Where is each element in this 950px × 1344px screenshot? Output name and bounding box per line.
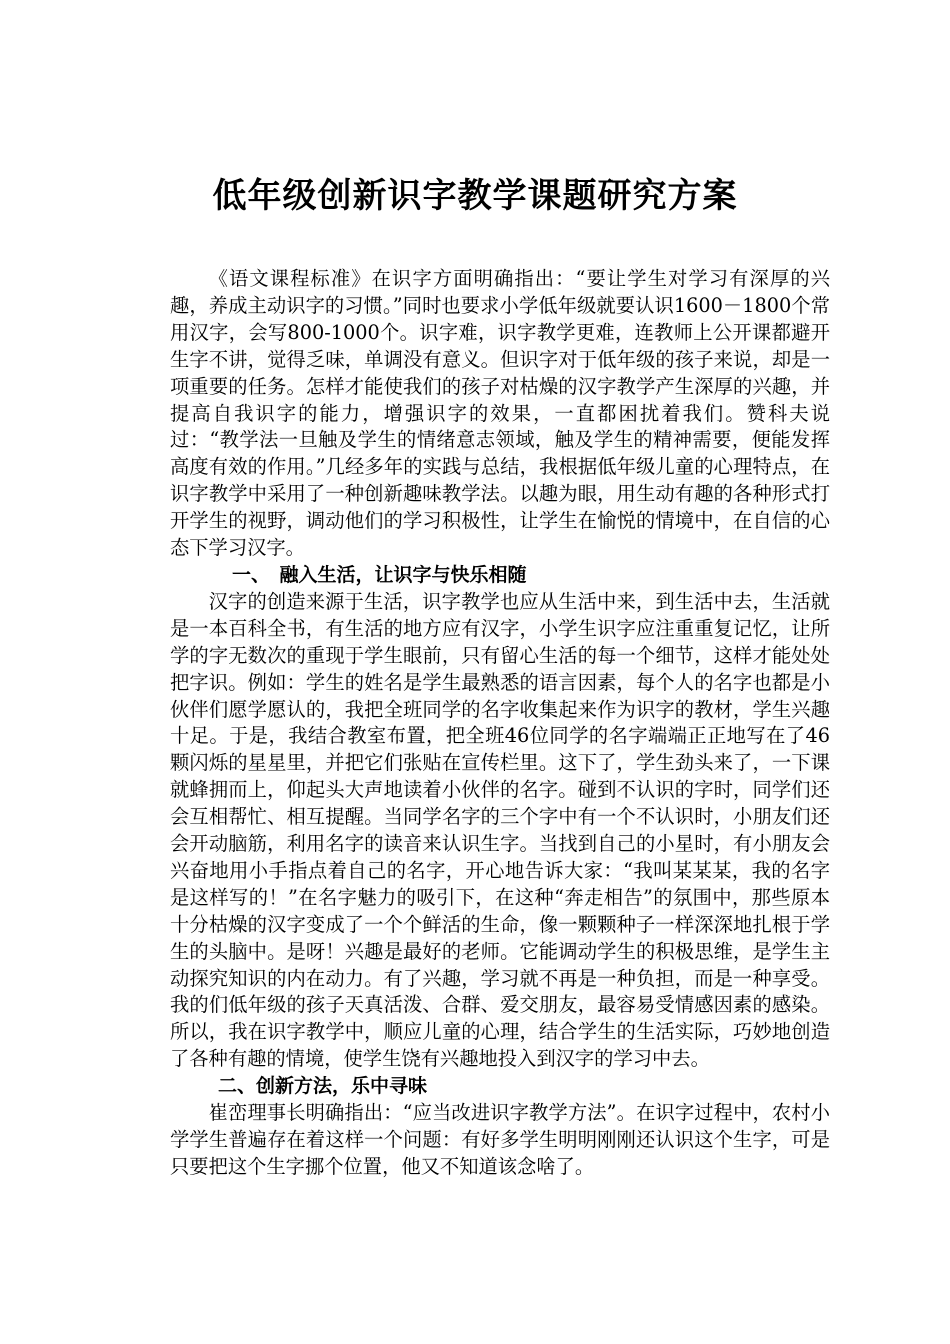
section-2-heading: 二、创新方法，乐中寻味 (218, 1075, 428, 1098)
section-1-paragraph: 汉字的创造来源于生活，识字教学也应从生活中来，到生活中去，生活就是一本百科全书，有生活的地方应有汉字，小学生识字应注重重复记忆，让所学的字无数次的重现于学生眼前，只有留心生活的每一个细节，这样才能处处把字识。例如：学生的姓名是学生最熟悉的语言因素，每个人的名字也都是小伙伴们愿学愿认的，我把全班同学的名字收集起来作为识字的教材，学生兴趣十足。于是，我结合教室布置，把全班46位同学的名字端端正正地写在了46颗闪烁的星星里，并把它们张贴在宣传栏里。这下了，学生劲头来了，一下课就蜂拥而上，仰起头大声地读着小伙伴的名字。碰到不认识的字时，同学们还会互相帮忙、相互提醒。当同学名字的三个字中有一个不认识时，小朋友们还会开动脑筋，利用名字的读音来认识生字。当找到自己的小星时，有小朋友会兴奋地用小手指点着自己的名字，开心地告诉大家：“我叫某某某，我的名字是这样写的！”在名字魅力的吸引下，在这种“奔走相告”的氛围中，那些原本十分枯燥的汉字变成了一个个鲜活的生命，像一颗颗种子一样深深地扎根于学生的头脑中。是呀！兴趣是最好的老师。它能调动学生的积极思维，是学生主动探究知识的内在动力。有了兴趣，学习就不再是一种负担，而是一种享受。我的们低年级的孩子天真活泼、合群、爱交朋友，最容易受情感因素的感染。所以，我在识字教学中，顺应儿童的心理，结合学生的生活实际，巧妙地创造了各种有趣的情境，使学生饶有兴趣地投入到汉字的学习中去。 (170, 589, 830, 1071)
section-2-paragraph: 崔峦理事长明确指出：“应当改进识字教学方法”。在识字过程中，农村小学学生普遍存在着这样一个问题：有好多学生明明刚刚还认识这个生字，可是只要把这个生字挪个位置，他又不知道该念啥了。 (170, 1101, 830, 1178)
document-body (170, 266, 830, 1181)
intro-paragraph: 《语文课程标准》在识字方面明确指出：“要让学生对学习有深厚的兴趣，养成主动识字的习惯。”同时也要求小学低年级就要认识1600－1800个常用汉字，会写800-1000个。识字难，识字教学更难，连教师上公开课都避开生字不讲，觉得乏味，单调没有意义。但识字对于低年级的孩子来说，却是一项重要的任务。怎样才能使我们的孩子对枯燥的汉字教学产生深厚的兴趣，并提高自我识字的能力，增强识字的效果，一直都困扰着我们。赞科夫说过：“教学法一旦触及学生的情绪意志领域，触及学生的精神需要，便能发挥高度有效的作用。”几经多年的实践与总结，我根据低年级儿童的心理特点，在识字教学中采用了一种创新趣味教学法。以趣为眼，用生动有趣的各种形式打开学生的视野，调动他们的学习积极性，让学生在愉悦的情境中，在自信的心态下学习汉字。 (170, 267, 830, 560)
section-1-heading: 一、 融入生活，让识字与快乐相随 (232, 563, 527, 586)
document-title: 低年级创新识字教学课题研究方案 (212, 176, 738, 216)
